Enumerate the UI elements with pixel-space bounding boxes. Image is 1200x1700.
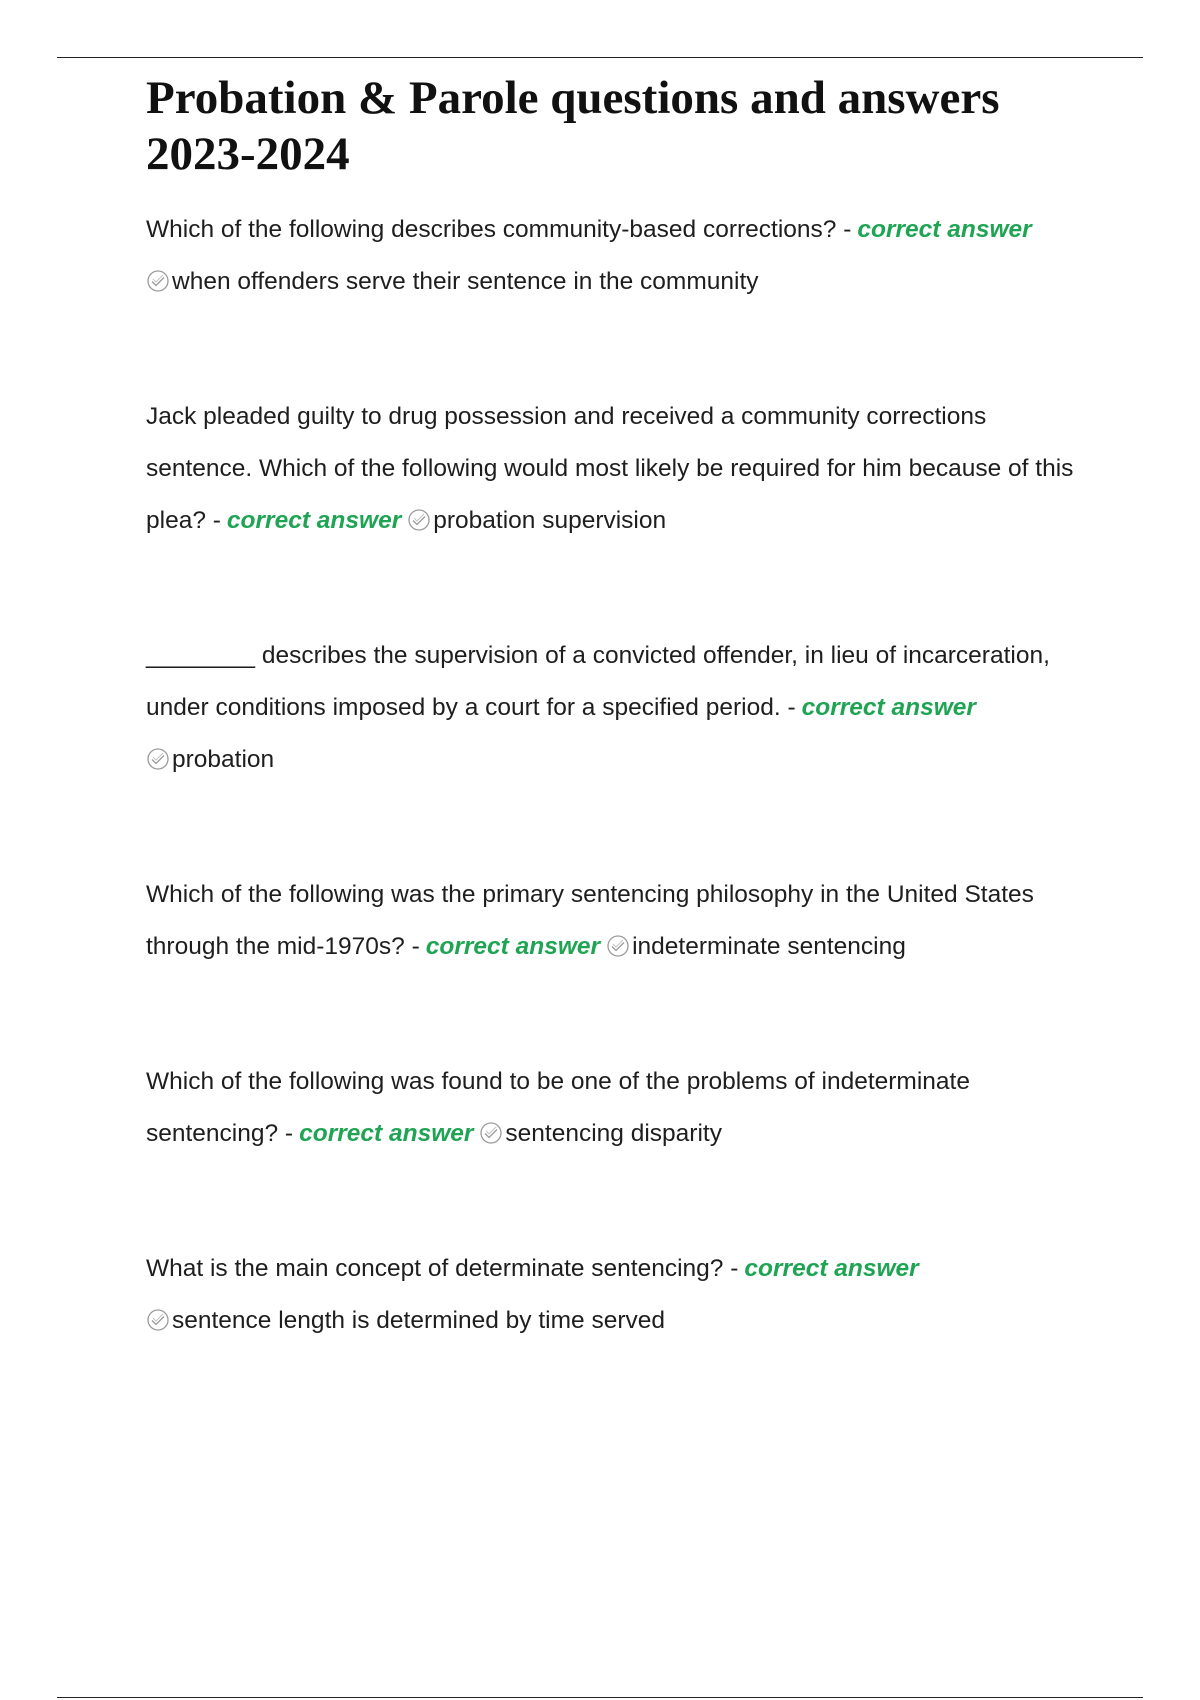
document-title: Probation & Parole questions and answers 2023-2024 xyxy=(146,72,1000,180)
question-text: Which of the following describes community-based corrections? - xyxy=(146,216,852,243)
check-circle-icon xyxy=(606,934,630,958)
bottom-rule xyxy=(57,1697,1143,1698)
question-text: Which of the following was found to be one of the problems of indeterminate sentencing? - xyxy=(146,1068,970,1147)
answer-text: probation supervision xyxy=(433,507,667,534)
answer-text: sentence length is determined by time served xyxy=(172,1307,665,1334)
qa-item xyxy=(146,204,1096,308)
qa-item xyxy=(146,1056,1096,1160)
answer-text: probation xyxy=(172,746,275,773)
check-circle-icon xyxy=(407,508,431,532)
answer-text: when offenders serve their sentence in the community xyxy=(172,268,759,295)
correct-answer-label: correct answer xyxy=(425,933,601,960)
qa-item xyxy=(146,630,1096,786)
correct-answer-label: correct answer xyxy=(744,1255,919,1282)
qa-item xyxy=(146,391,1096,547)
correct-answer-label: correct answer xyxy=(857,216,1032,243)
check-circle-icon xyxy=(146,747,170,771)
check-circle-icon xyxy=(146,269,170,293)
answer-text: sentencing disparity xyxy=(505,1120,722,1147)
question-text: ________ describes the supervision of a convicted offender, in lieu of incarceration, under conditions imposed by a court for a specified period. - xyxy=(146,642,1050,721)
question-text: Jack pleaded guilty to drug possession and received a community corrections sentence. Which of the following would most likely be required for him because of this plea? - xyxy=(146,403,1074,534)
correct-answer-label: correct answer xyxy=(226,507,402,534)
document-body xyxy=(146,70,1096,1347)
check-circle-icon xyxy=(146,1308,170,1332)
check-circle-icon xyxy=(479,1121,503,1145)
correct-answer-label: correct answer xyxy=(299,1120,474,1147)
question-text: Which of the following was the primary sentencing philosophy in the United States through the mid-1970s? - xyxy=(146,881,1034,960)
answer-text: indeterminate sentencing xyxy=(632,933,906,960)
question-text: What is the main concept of determinate sentencing? - xyxy=(146,1255,739,1282)
qa-item xyxy=(146,1243,1096,1347)
qa-item xyxy=(146,869,1096,973)
correct-answer-label: correct answer xyxy=(801,694,976,721)
top-rule xyxy=(57,57,1143,58)
